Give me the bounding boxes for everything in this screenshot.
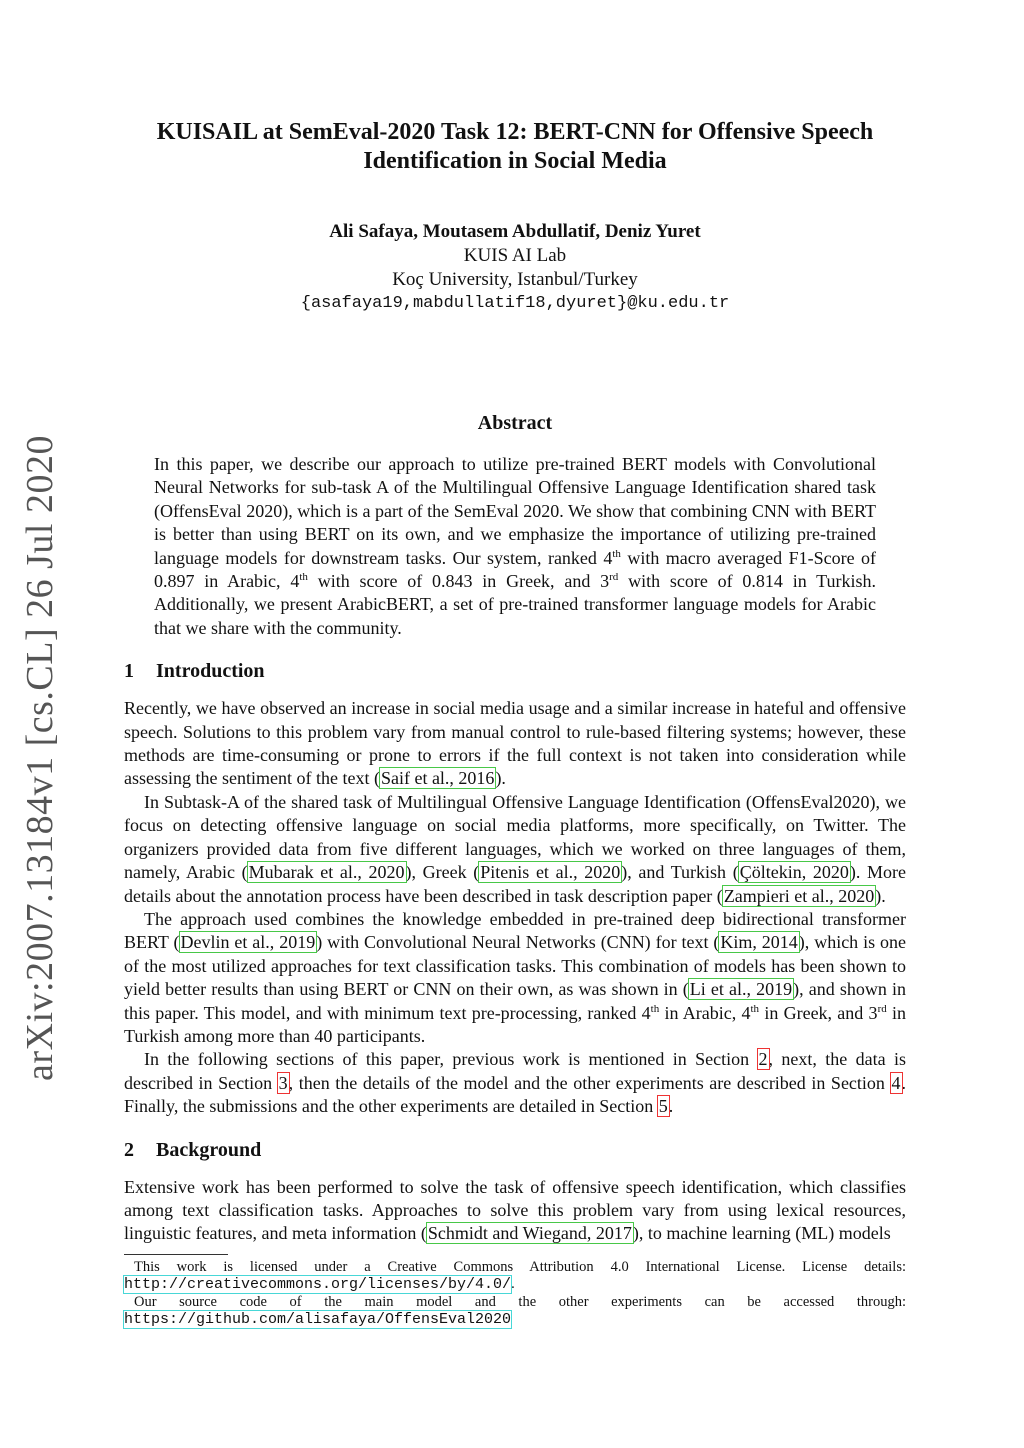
footnotes — [124, 1259, 906, 1329]
section-ref-link[interactable]: 5 — [658, 1096, 668, 1117]
section-ref-link[interactable]: 3 — [278, 1072, 288, 1093]
footnote-license: This work is licensed under a Creative Commons Attribution 4.0 International License. License details: http://creativecommons.org/licenses/by/4.0/. — [124, 1258, 906, 1294]
citation-link[interactable]: Kim, 2014 — [720, 932, 798, 953]
citation-link[interactable]: Saif et al., 2016 — [380, 768, 495, 789]
citation-link[interactable]: Schmidt and Wiegand, 2017 — [427, 1223, 632, 1244]
paper-page — [124, 118, 906, 1329]
citation-link[interactable]: Li et al., 2019 — [689, 979, 793, 1000]
section-background-heading: 2 Background — [124, 1138, 262, 1161]
intro-paragraph-2: In Subtask-A of the shared task of Multilingual Offensive Language Identification (OffensEval2020), we focus on detecting offensive language on social media platforms, more specifically, on Twitter. The organizers provided data from five different languages, which we worked on three languages of them, namely, Arabic (Mubarak et al., 2020), Greek (Pitenis et al., 2020), and Turkish (Çöltekin, 2020). More details about the annotation process have been described in task description paper (Zampieri et al., 2020). — [124, 791, 906, 906]
intro-paragraph-4: In the following sections of this paper, previous work is mentioned in Section 2, next, the data is described in Section 3, then the details of the model and the other experiments are described in Section 4. Finally, the submissions and the other experiments are detailed in Section 5. — [124, 1049, 907, 1117]
footnote-source-code: Our source code of the main model and the other experiments can be accessed through: https://github.com/alisafaya/OffensEval2020 — [124, 1293, 906, 1329]
abstract-heading: Abstract — [477, 412, 553, 434]
paper-title: KUISAIL at SemEval-2020 Task 12: BERT-CNN for Offensive Speech Identification in Social Media — [156, 119, 874, 174]
intro-paragraph-1: Recently, we have observed an increase in social media usage and a similar increase in hateful and offensive speech. Solutions to this problem vary from manual control to rule-based filtering systems; however, these methods are time-consuming or prone to errors if the full context is not taken into consideration while assessing the sentiment of the text (Saif et al., 2016). — [124, 698, 906, 789]
background-paragraph-1: Extensive work has been performed to solve the task of offensive speech identification, which classifies among text classification tasks. Approaches to solve this problem vary from using lexical resources, linguistic features, and meta information (Schmidt and Wiegand, 2017), to machine learning (ML) models — [124, 1176, 906, 1244]
section-ref-link[interactable]: 4 — [891, 1072, 901, 1093]
section-introduction-heading: 1 Introduction — [124, 660, 265, 683]
arxiv-stamp — [12, 0, 72, 1448]
section-ref-link[interactable]: 2 — [758, 1049, 768, 1070]
github-url-link[interactable]: https://github.com/alisafaya/OffensEval2020 — [124, 1311, 512, 1329]
license-url-link[interactable]: http://creativecommons.org/licenses/by/4.0/ — [124, 1276, 512, 1294]
affiliation: Koç University, Istanbul/Turkey — [392, 269, 638, 290]
citation-link[interactable]: Çöltekin, 2020 — [739, 862, 849, 883]
author-emails: {asafaya19,mabdullatif18,dyuret}@ku.edu.tr — [300, 294, 730, 313]
author-block — [124, 220, 906, 316]
intro-paragraph-3: The approach used combines the knowledge embedded in pre-trained deep bidirectional transformer BERT (Devlin et al., 2019) with Convolutional Neural Networks (CNN) for text (Kim, 2014), which is one of the most utilized approaches for text classification tasks. This combination of models has been shown to yield better results than using BERT or CNN on their own, as was shown in (Li et al., 2019), and shown in this paper. This model, and with minimum text pre-processing, ranked 4th in Arabic, 4th in Greek, and 3rd in Turkish among more than 40 participants. — [124, 908, 906, 1046]
citation-link[interactable]: Devlin et al., 2019 — [180, 932, 316, 953]
citation-link[interactable]: Pitenis et al., 2020 — [480, 862, 621, 883]
lab-name: KUIS AI Lab — [463, 245, 567, 266]
footnote-divider — [124, 1254, 228, 1255]
citation-link[interactable]: Mubarak et al., 2020 — [248, 862, 405, 883]
citation-link[interactable]: Zampieri et al., 2020 — [723, 885, 875, 906]
abstract-body: In this paper, we describe our approach to utilize pre-trained BERT models with Convolutional Neural Networks for sub-task A of the Multilingual Offensive Language Identification shared task (OffensEval 2020), which is a part of the SemEval 2020. We show that combining CNN with BERT is better than using BERT on its own, and we emphasize the importance of utilizing pre-trained language models for downstream tasks. Our system, ranked 4th with macro averaged F1-Score of 0.897 in Arabic, 4th with score of 0.843 in Greek, and 3rd with score of 0.814 in Turkish. Additionally, we present ArabicBERT, a set of pre-trained transformer language models for Arabic that we share with the community. — [154, 454, 877, 638]
author-names: Ali Safaya, Moutasem Abdullatif, Deniz Yuret — [329, 221, 701, 242]
arxiv-id: arXiv:2007.13184v1 [cs.CL] 26 Jul 2020 — [19, 435, 61, 1081]
